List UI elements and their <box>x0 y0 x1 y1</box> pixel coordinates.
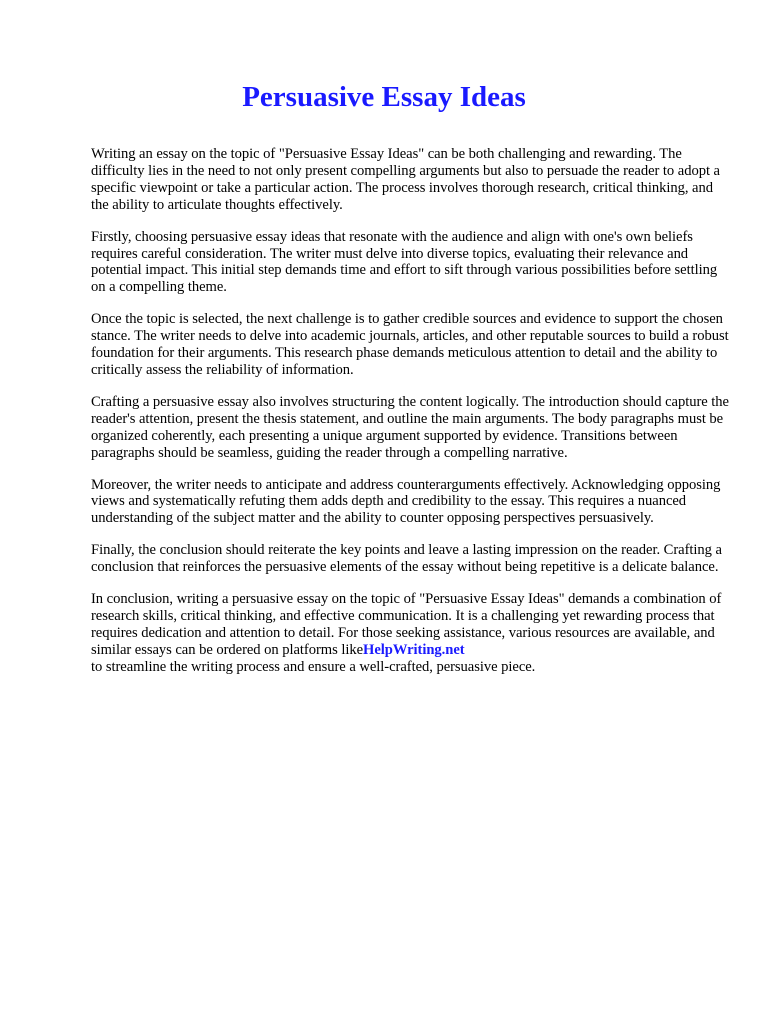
paragraph-conclusion <box>91 591 731 676</box>
paragraph-5: Moreover, the writer needs to anticipate and address counterarguments effectively. Acknowledging opposing views and systematically refuting them adds depth and credibility to the essay. This requires a nuanced understanding of the subject matter and the ability to counter opposing perspectives persuasively. <box>91 476 721 527</box>
conclusion-text: In conclusion, writing a persuasive essay on the topic of "Persuasive Essay Ideas" demands a combination of research skills, critical thinking, and effective communication. It is a challenging yet rewarding process that requires dedication and attention to detail. For those seeking assistance, various resources are available, and similar essays can be ordered on platforms like <box>91 591 722 658</box>
conclusion-tail-text: to streamline the writing process and ensure a well-crafted, persuasive piece. <box>91 658 536 675</box>
paragraph-6: Finally, the conclusion should reiterate the key points and leave a lasting impression on the reader. Crafting a conclusion that reinforces the persuasive elements of the essay without being repetitive is a delicate balance. <box>91 542 722 576</box>
page-title: Persuasive Essay Ideas <box>242 81 526 113</box>
paragraph-4: Crafting a persuasive essay also involves structuring the content logically. The introduction should capture the reader's attention, present the thesis statement, and outline the main arguments. The body paragraphs must be organized coherently, each presenting a unique argument supported by evidence. Transitions between paragraphs should be seamless, guiding the reader through a compelling narrative. <box>91 393 729 461</box>
essay-body <box>91 146 731 691</box>
paragraph-3: Once the topic is selected, the next challenge is to gather credible sources and evidence to support the chosen stance. The writer needs to delve into academic journals, articles, and other reputable sources to build a robust foundation for their arguments. This research phase demands meticulous attention to detail and the ability to critically assess the reliability of information. <box>91 311 729 378</box>
paragraph-2: Firstly, choosing persuasive essay ideas that resonate with the audience and align with one's own beliefs requires careful consideration. The writer must delve into diverse topics, evaluating their relevance and potential impact. This initial step demands time and effort to sift through various possibilities before settling on a compelling theme. <box>91 228 718 296</box>
helpwriting-link[interactable]: HelpWriting.net <box>363 641 465 658</box>
paragraph-1: Writing an essay on the topic of "Persuasive Essay Ideas" can be both challenging and rewarding. The difficulty lies in the need to not only present compelling arguments but also to persuade the reader to adopt a specific viewpoint or take a particular action. The process involves thorough research, critical thinking, and the ability to articulate thoughts effectively. <box>91 146 720 213</box>
